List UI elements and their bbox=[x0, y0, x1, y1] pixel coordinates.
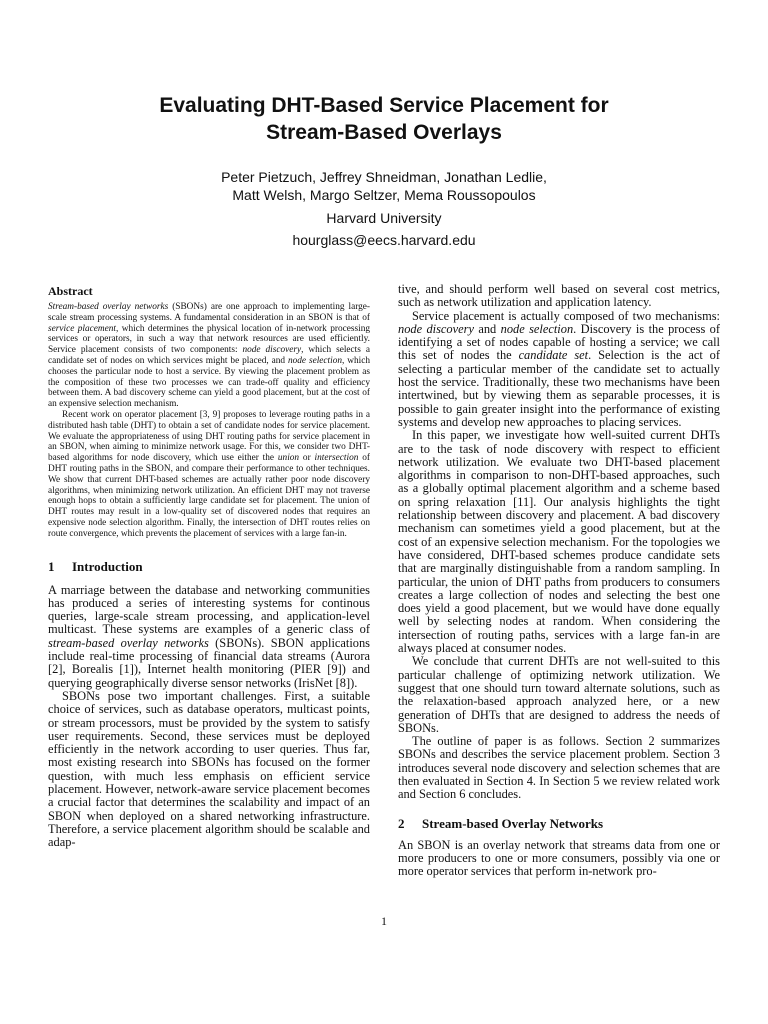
email-address: hourglass@eecs.harvard.edu bbox=[292, 232, 476, 248]
section-1-number: 1 bbox=[48, 558, 55, 574]
section-1-title: Introduction bbox=[72, 558, 143, 574]
affiliation: Harvard University bbox=[326, 210, 442, 226]
right-column bbox=[398, 283, 720, 878]
intro-paragraph-1: A marriage between the database and networking communities has produced a series of interesting systems for continous queries, large-scale stream processing, and application-level multicast. These systems are examples of a generic class of stream-based overlay networks (SBONs). SBON applications include real-time processing of financial data streams (Aurora [2], Borealis [1]), Internet health monitoring (PIER [9]) and querying geographically diverse sensor networks (IrisNet [8]). bbox=[48, 582, 370, 690]
intro-paragraph-2: SBONs pose two important challenges. First, a suitable choice of services, such as database operators, multicast points, or stream processors, must be provided by the system to satisfy user requirements. Second, these services must be deployed efficiently in the network according to user queries. Thus far, most existing research into SBONs has focused on the former question, with much less emphasis on efficient service placement. However, network-aware service placement becomes a crucial factor that determines the scalability and impact of an SBON when deployed on a shared networking infrastructure. Therefore, a service placement algorithm should be scalable and adap- bbox=[48, 688, 370, 850]
abstract-heading: Abstract bbox=[48, 284, 93, 298]
section-2-paragraph-1: An SBON is an overlay network that streams data from one or more producers to one or more consumers, possibly via one or more operator services that perform in-network pro- bbox=[398, 837, 720, 879]
authors-line-1: Peter Pietzuch, Jeffrey Shneidman, Jonathan Ledlie, bbox=[221, 169, 547, 185]
left-column bbox=[48, 283, 370, 849]
section-2-number: 2 bbox=[398, 815, 405, 831]
paper-title bbox=[80, 92, 688, 146]
intro-paragraph-3: Service placement is actually composed of two mechanisms: node discovery and node selection. Discovery is the process of identifying a set of nodes capable of hosting a service; we call this set of nodes the candidate set. Selection is the act of selecting a particular member of the candidate set to actually host the service. Traditionally, these two mechanisms have been intertwined, but by viewing them as separable processes, it is possible to gain greater insight into the performance of existing systems and develop new approaches to placing services. bbox=[398, 308, 720, 429]
intro-paragraph-4: In this paper, we investigate how well-suited current DHTs are to the task of node discovery with respect to efficient network utilization. We evaluate two DHT-based placement algorithms in comparison to non-DHT-based approaches, such as a globally optimal placement algorithm and a scheme based on spring relaxation [11]. Our analysis highlights the tight relationship between discovery and placement. A bad discovery mechanism can sometimes yield a good placement, but at the cost of an expensive selection mechanism. For the topologies we have considered, DHT-based schemes produce candidate sets that are marginally distinguishable from a random sampling. In particular, the union of DHT paths from producers to consumers creates a large collection of nodes and selecting the best one does yield a good placement, but we would have done equally well by selecting nodes at random. When considering the intersection of routing paths, services with a large fan-in are always placed at consumer nodes. bbox=[398, 428, 720, 656]
abstract-paragraph-1: Stream-based overlay networks (SBONs) are one approach to implementing large-scale stream processing systems. A fundamental consideration in an SBON is that of service placement, which determines the physical location of in-network processing services or operators, in such a way that network resources are used efficiently. Service placement consists of two components: node discovery, which selects a candidate set of nodes on which services might be placed, and node selection, which chooses the particular node to host a service. By viewing the placement problem as the composition of these two processes we can trade-off quality and efficiency between them. A bad discovery scheme can yield a good placement, but at the cost of an expensive selection mechanism. bbox=[48, 302, 370, 410]
intro-paragraph-2-continued: tive, and should perform well based on several cost metrics, such as network utilization and application latency. bbox=[398, 282, 720, 310]
section-2-title: Stream-based Overlay Networks bbox=[422, 815, 604, 831]
title-line-2: Stream-Based Overlays bbox=[266, 121, 502, 144]
section-1-heading bbox=[48, 559, 370, 575]
intro-paragraph-5: We conclude that current DHTs are not well-suited to this particular challenge of optimizing network utilization. We suggest that one should turn toward alternate solutions, such as the relaxation-based approach analyzed here, or a new generation of DHTs that are designed to address the needs of SBONs. bbox=[398, 654, 720, 735]
authors-line-2: Matt Welsh, Margo Seltzer, Mema Roussopoulos bbox=[232, 187, 536, 203]
page-number: 1 bbox=[381, 914, 387, 928]
intro-paragraph-6: The outline of paper is as follows. Section 2 summarizes SBONs and describes the service placement problem. Section 3 introduces several node discovery and selection schemes that are then evaluated in Section 4. In Section 5 we review related work and Section 6 concludes. bbox=[398, 734, 720, 802]
title-line-1: Evaluating DHT-Based Service Placement for bbox=[159, 94, 609, 117]
abstract-paragraph-2: Recent work on operator placement [3, 9] proposes to leverage routing paths in a distributed hash table (DHT) to obtain a set of candidate nodes for service placement. We evaluate the appropriateness of using DHT routing paths for service placement in an SBON, when aiming to minimize network usage. For this, we consider two DHT-based algorithms for node discovery, which use either the union or intersection of DHT routing paths in the SBON, and compare their performance to other techniques. We show that current DHT-based schemes are actually rather poor node discovery algorithms, when minimizing network utilization. An efficient DHT may not traverse enough hops to obtain a sufficiently large candidate set for placement. The union of DHT routes may result in a low-quality set of discovered nodes that requires an expensive node selection algorithm. Finally, the intersection of DHT routes relies on route convergence, which prevents the placement of services with a large fan-in. bbox=[48, 409, 370, 539]
section-2-heading bbox=[398, 816, 720, 832]
